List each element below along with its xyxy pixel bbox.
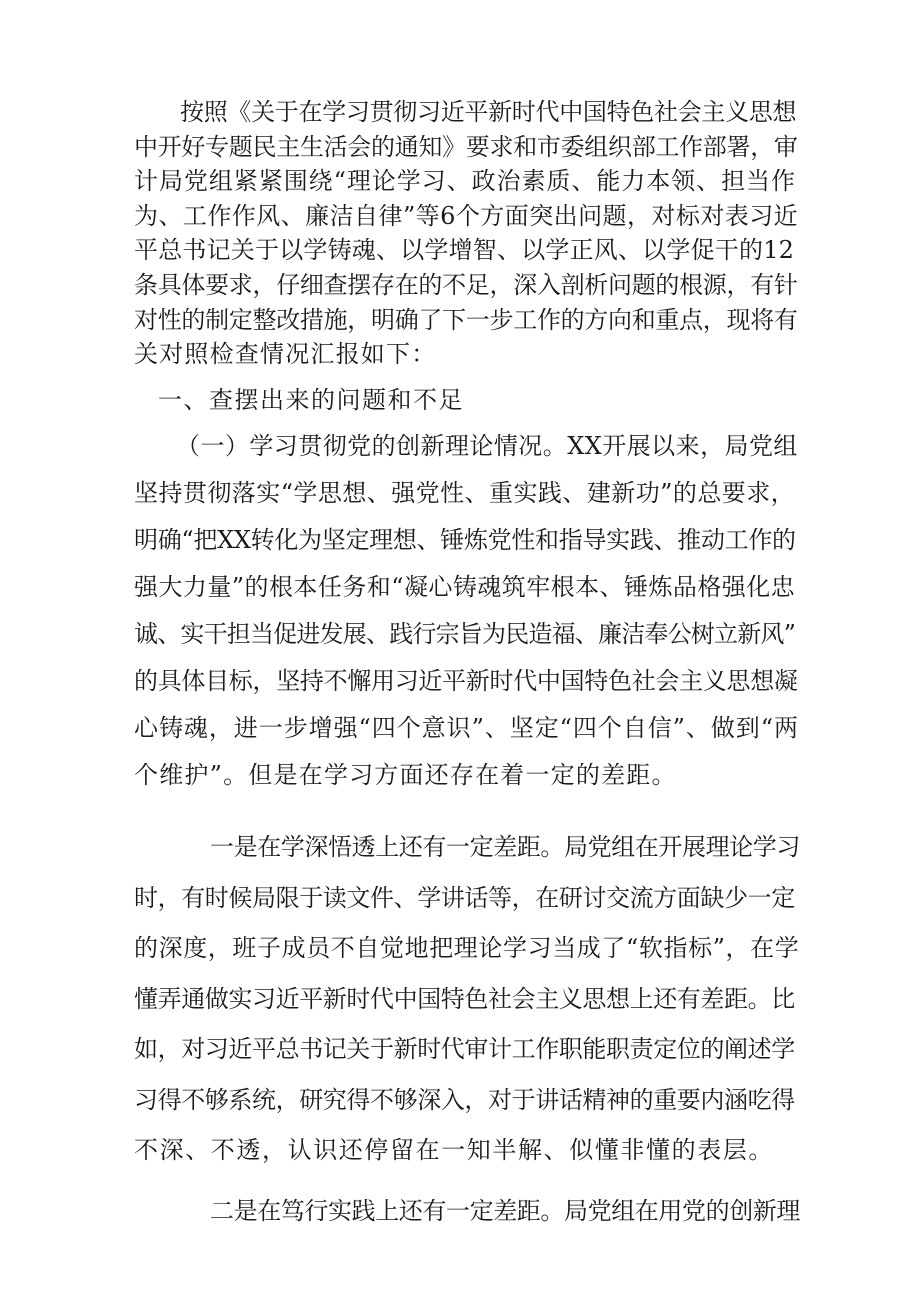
text-line: 明确“把XX转化为坚定理想、锤炼党性和指导实践、推动工作的 [134,526,796,554]
section-heading: 一、查摆出来的问题和不足 [158,386,464,414]
text-line: 二是在笃行实践上还有一定差距。局党组在用党的创新理 [210,1197,800,1225]
text-line: 关对照检查情况汇报如下： [134,340,437,368]
text-line: 中开好专题民主生活会的通知》要求和市委组织部工作部署，审 [134,133,798,161]
text-line: 习得不够系统，研究得不够深入，对于讲话精神的重要内涵吃得 [134,1086,795,1114]
text-line: 的深度，班子成员不自觉地把理论学习当成了“软指标”，在学 [134,934,800,962]
text-line: 平总书记关于以学铸魂、以学增智、以学正风、以学促干的12 [134,236,795,264]
text-line: 如，对习近平总书记关于新时代审计工作职能职责定位的阐述学 [134,1035,795,1063]
text-line: 时，有时候局限于读文件、学讲话等，在研讨交流方面缺少一定 [134,884,795,912]
text-line: 的具体目标，坚持不懈用习近平新时代中国特色社会主义思想凝 [134,667,798,695]
text-line: 诚、实干担当促进发展、践行宗旨为民造福、廉洁奉公树立新风” [134,620,796,648]
text-line: 坚持贯彻落实“学思想、强党性、重实践、建新功”的总要求， [134,479,796,507]
text-line: 一是在学深悟透上还有一定差距。局党组在开展理论学习 [210,833,800,861]
text-line: 心铸魂，进一步增强“四个意识”、坚定“四个自信”、做到“两 [134,714,799,742]
text-line: 懂弄通做实习近平新时代中国特色社会主义思想上还有差距。比 [134,985,795,1013]
text-line: 不深、不透，认识还停留在一知半解、似懂非懂的表层。 [134,1136,774,1164]
text-line: 强大力量”的根本任务和“凝心铸魂筑牢根本、锤炼品格强化忠 [134,573,796,601]
text-line: 计局党组紧紧围绕“理论学习、政治素质、能力本领、担当作 [134,167,796,195]
text-line: （一）学习贯彻党的创新理论情况。XX开展以来，局党组 [176,432,798,460]
text-line: 为、工作作风、廉洁自律”等6个方面突出问题，对标对表习近 [134,202,799,230]
text-line: 条具体要求，仔细查摆存在的不足，深入剖析问题的根源，有针 [134,271,798,299]
text-line: 个维护”。但是在学习方面还存在着一定的差距。 [134,761,677,789]
text-line: 对性的制定整改措施，明确了下一步工作的方向和重点，现将有 [134,306,798,334]
text-line: 按照《关于在学习贯彻习近平新时代中国特色社会主义思想 [180,98,797,126]
